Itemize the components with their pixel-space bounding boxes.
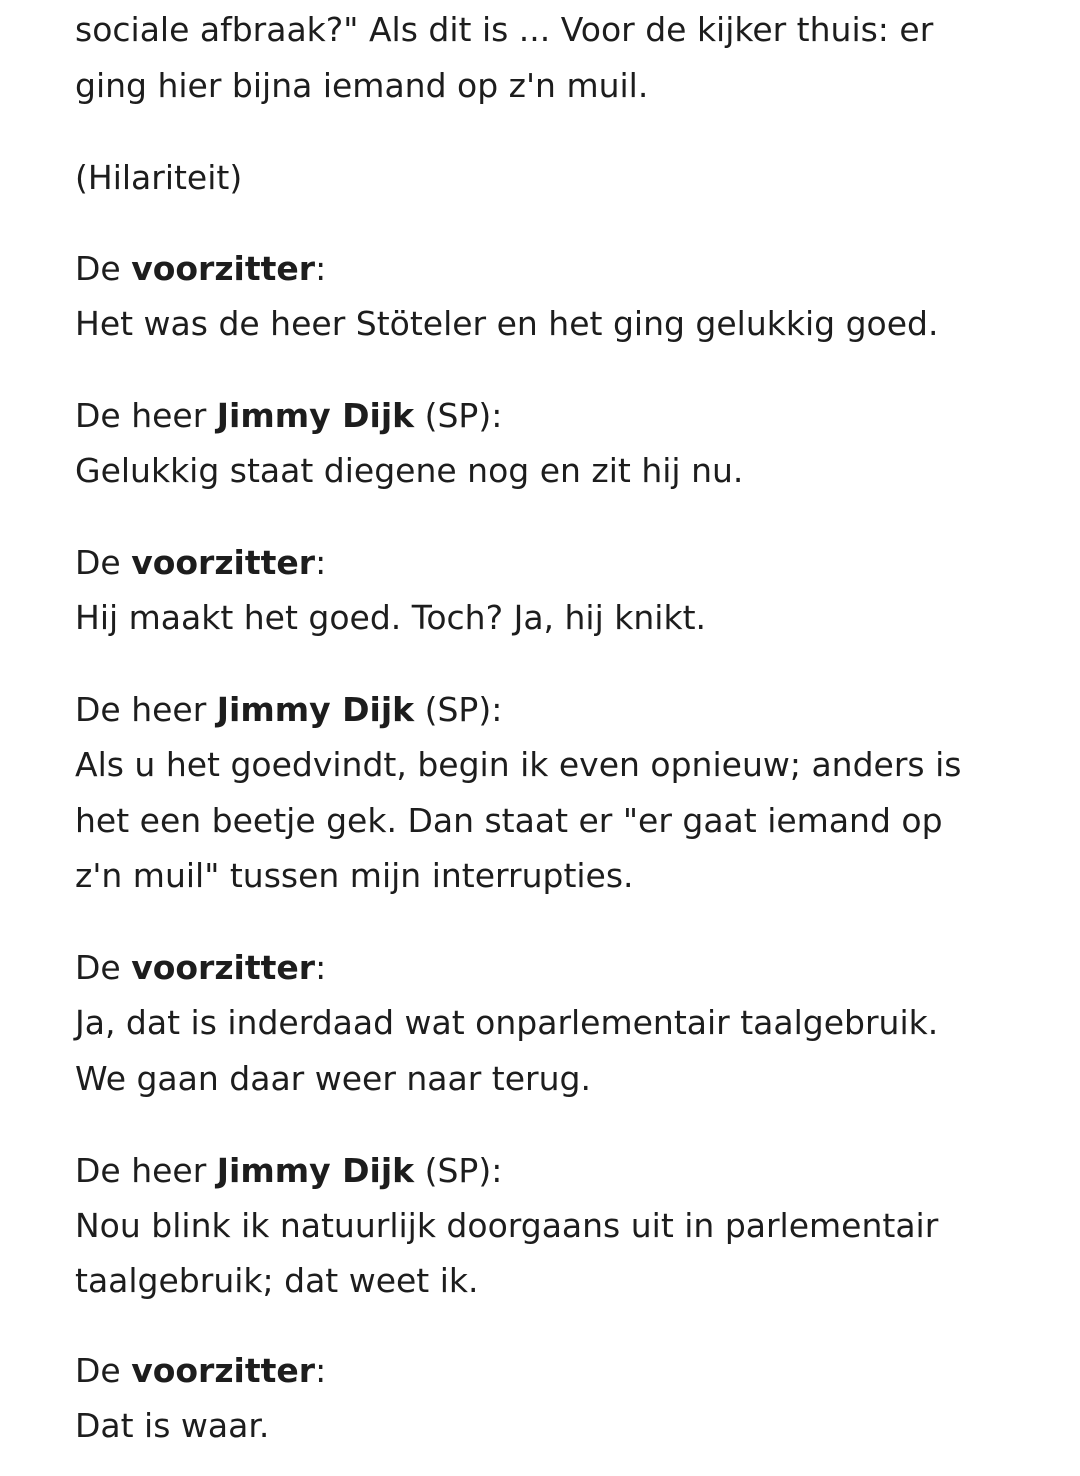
speaker-suffix: : [315,249,327,288]
speaker-suffix: : [315,543,327,582]
speaker-suffix: (SP): [414,1151,503,1190]
speaker-suffix: : [315,1351,327,1390]
speaker-suffix: (SP): [414,690,503,729]
speech-line: Dat is waar. [75,1406,270,1445]
speaker-label [75,1143,502,1199]
speaker-name: voorzitter [131,1351,316,1390]
speech-line: Als u het goedvindt, begin ik even opnieuw; anders is [75,745,962,784]
speaker-name: voorzitter [131,948,316,987]
speaker-name: Jimmy Dijk [216,690,415,729]
text-line: ging hier bijna iemand op z'n muil. [75,66,649,105]
speaker-prefix: De heer [75,1151,217,1190]
speech-line: Ja, dat is inderdaad wat onparlementair taalgebruik. [75,1003,939,1042]
speaker-prefix: De heer [75,690,217,729]
speaker-name: voorzitter [131,249,316,288]
speech-line: Gelukkig staat diegene nog en zit hij nu. [75,451,744,490]
speech-line: taalgebruik; dat weet ik. [75,1261,479,1300]
speech-line: We gaan daar weer naar terug. [75,1059,591,1098]
speaker-suffix: (SP): [414,396,503,435]
speech-line: Het was de heer Stöteler en het ging gelukkig goed. [75,304,939,343]
speaker-label [75,241,326,297]
text-line: sociale afbraak?" Als dit is ... Voor de kijker thuis: er [75,10,934,49]
speech-line: het een beetje gek. Dan staat er "er gaat iemand op [75,801,943,840]
speech-line: z'n muil" tussen mijn interrupties. [75,856,634,895]
stage-direction: (Hilariteit) [75,158,243,197]
speech-line: Nou blink ik natuurlijk doorgaans uit in parlementair [75,1206,939,1245]
speaker-label [75,388,502,444]
speaker-name: voorzitter [131,543,316,582]
speech-line: Hij maakt het goed. Toch? Ja, hij knikt. [75,598,706,637]
speaker-prefix: De [75,249,132,288]
speaker-name: Jimmy Dijk [216,1151,415,1190]
speaker-name: Jimmy Dijk [216,396,415,435]
speaker-label [75,1343,326,1399]
speaker-prefix: De [75,1351,132,1390]
speaker-label [75,682,502,738]
speaker-suffix: : [315,948,327,987]
speaker-prefix: De [75,948,132,987]
speaker-label [75,940,326,996]
speaker-prefix: De heer [75,396,217,435]
speaker-prefix: De [75,543,132,582]
speaker-label [75,535,326,591]
